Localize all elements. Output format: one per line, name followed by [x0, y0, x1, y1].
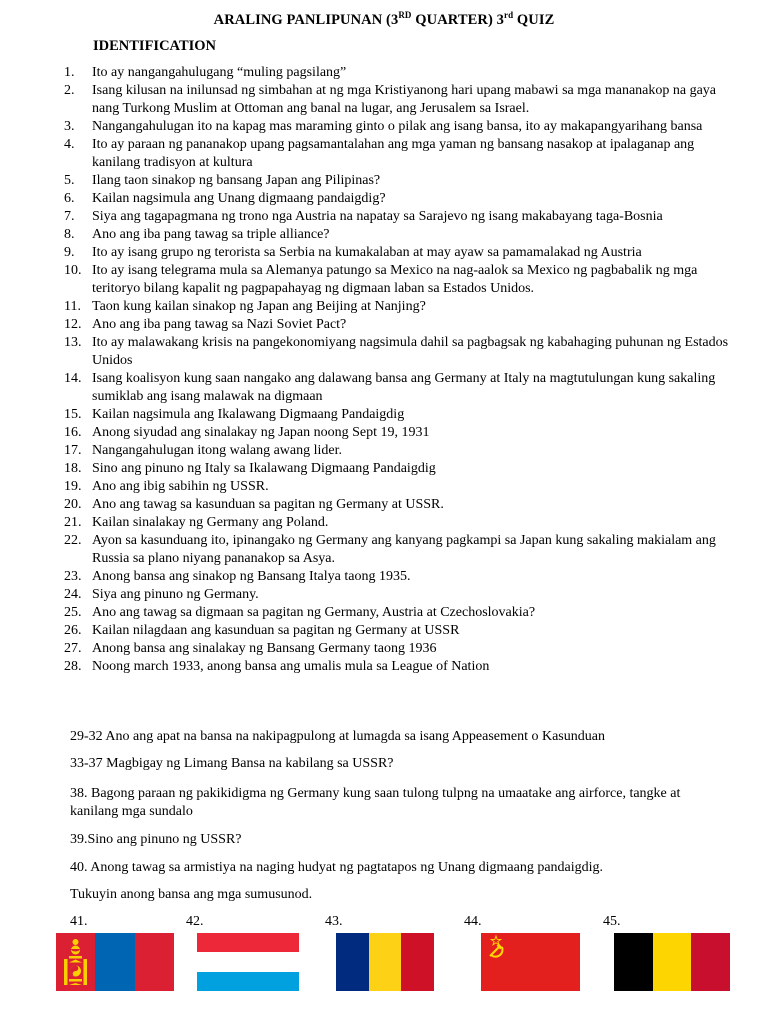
- question-text: Ayon sa kasunduang ito, ipinangako ng Germany ang kanyang pagkampi sa Japan kung sakaling makialam ang Russia sa plano niyang pananakop sa Asya.: [92, 533, 716, 566]
- question-list: [64, 64, 736, 676]
- belgium-flag-icon: [614, 933, 730, 991]
- question-item: [64, 172, 736, 190]
- question-number: 25.: [64, 605, 82, 620]
- question-text: Anong siyudad ang sinalakay ng Japan noong Sept 19, 1931: [92, 425, 430, 440]
- question-text: Ano ang tawag sa digmaan sa pagitan ng Germany, Austria at Czechoslovakia?: [92, 605, 536, 620]
- question-text: Ano ang iba pang tawag sa Nazi Soviet Pact?: [92, 317, 347, 332]
- flag-instruction: Tukuyin anong bansa ang mga sumusunod.: [70, 887, 313, 902]
- question-39: 39.Sino ang pinuno ng USSR?: [70, 832, 242, 847]
- question-text: Ito ay paraan ng pananakop upang pagsamantalahan ang mga yaman ng bansang nasakop at ipalaganap ang kanilang tradisyon at kultura: [92, 137, 695, 170]
- question-item: [64, 586, 736, 604]
- question-item: [64, 334, 736, 370]
- question-item: [64, 208, 736, 226]
- romania-flag-icon: [336, 933, 434, 991]
- question-text: Taon kung kailan sinakop ng Japan ang Beijing at Nanjing?: [92, 299, 426, 314]
- question-number: 14.: [64, 371, 82, 386]
- question-text: Kailan nilagdaan ang kasunduan sa pagitan ng Germany at USSR: [92, 623, 460, 638]
- question-text: Siya ang pinuno ng Germany.: [92, 587, 259, 602]
- luxembourg-flag-icon: [197, 933, 299, 991]
- question-text: Ano ang ibig sabihin ng USSR.: [92, 479, 269, 494]
- question-item: [64, 64, 736, 82]
- question-item: [64, 262, 736, 298]
- question-number: 9.: [64, 245, 75, 260]
- question-item: [64, 514, 736, 532]
- question-number: 6.: [64, 191, 75, 206]
- question-text: Isang kilusan na inilunsad ng simbahan at ng mga Kristiyanong hari upang mabawi sa mga mananakop na gaya nang Turkong Muslim at Ottoman ang banal na lugar, ang Jerusalem sa Israel.: [92, 83, 717, 116]
- question-item: [64, 532, 736, 568]
- question-number: 23.: [64, 569, 82, 584]
- question-text: Isang koalisyon kung saan nangako ang dalawang bansa ang Germany at Italy na magtutulungan kung sakaling sumiklab ang isang malawak na digmaan: [92, 371, 716, 404]
- question-text: Ito ay isang grupo ng terorista sa Serbia na kumakalaban at may ayaw sa pamamalakad ng Austria: [92, 245, 642, 260]
- question-number: 5.: [64, 173, 75, 188]
- question-item: [64, 622, 736, 640]
- question-number: 22.: [64, 533, 82, 548]
- question-text: Ito ay isang telegrama mula sa Alemanya patungo sa Mexico na nag-aalok sa Mexico ng pagbabalik ng mga teritoryo bilang kapalit ng pagpapahayag ng digmaan laban sa Estados Unidos.: [92, 263, 698, 296]
- question-number: 11.: [64, 299, 81, 314]
- question-text: Ano ang tawag sa kasunduan sa pagitan ng Germany at USSR.: [92, 497, 444, 512]
- question-text: Ilang taon sinakop ng bansang Japan ang Pilipinas?: [92, 173, 381, 188]
- question-number: 8.: [64, 227, 75, 242]
- question-number: 10.: [64, 263, 82, 278]
- question-number: 7.: [64, 209, 75, 224]
- question-text: Siya ang tagapagmana ng trono nga Austria na napatay sa Sarajevo ng isang makabayang taga-Bosnia: [92, 209, 663, 224]
- question-item: [64, 496, 736, 514]
- question-item: [64, 406, 736, 424]
- question-number: 15.: [64, 407, 82, 422]
- section-heading: IDENTIFICATION: [93, 38, 217, 54]
- question-number: 28.: [64, 659, 82, 674]
- question-item: [64, 460, 736, 478]
- question-38: 38. Bagong paraan ng pakikidigma ng Germany kung saan tulong tulpng na umaatake ang airforce, tangke at kanilang mga sundalo: [70, 786, 681, 819]
- question-number: 16.: [64, 425, 82, 440]
- question-number: 3.: [64, 119, 75, 134]
- question-text: Kailan nagsimula ang Ikalawang Digmaang Pandaigdig: [92, 407, 405, 422]
- question-text: Ito ay nangangahulugang “muling pagsilang”: [92, 65, 347, 80]
- question-number: 21.: [64, 515, 82, 530]
- question-item: [64, 226, 736, 244]
- question-item: [64, 190, 736, 208]
- flag-label-41: 41.: [70, 914, 88, 929]
- question-item: [64, 370, 736, 406]
- question-text: Ito ay malawakang krisis na pangekonomiyang nagsimula dahil sa pagbagsak ng kabahaging puhunan ng Estados Unidos: [92, 335, 729, 368]
- question-item: [64, 298, 736, 316]
- question-number: 13.: [64, 335, 82, 350]
- question-number: 12.: [64, 317, 82, 332]
- flag-label-42: 42.: [186, 914, 204, 929]
- flag-label-45: 45.: [603, 914, 621, 929]
- question-number: 20.: [64, 497, 82, 512]
- question-item: [64, 658, 736, 676]
- question-number: 4.: [64, 137, 75, 152]
- question-33-37: 33-37 Magbigay ng Limang Bansa na kabilang sa USSR?: [70, 756, 394, 771]
- question-text: Anong bansa ang sinalakay ng Bansang Germany taong 1936: [92, 641, 437, 656]
- question-item: [64, 568, 736, 586]
- question-29-32: 29-32 Ano ang apat na bansa na nakipagpulong at lumagda sa isang Appeasement o Kasunduan: [70, 729, 605, 744]
- question-text: Nangangahulugan ito na kapag mas maraming ginto o pilak ang isang bansa, ito ay makapangyarihang bansa: [92, 119, 703, 134]
- page-title: ARALING PANLIPUNAN (3RD QUARTER) 3rd QUIZ: [213, 10, 555, 28]
- question-item: [64, 82, 736, 118]
- question-number: 24.: [64, 587, 82, 602]
- question-number: 27.: [64, 641, 82, 656]
- question-text: Kailan nagsimula ang Unang digmaang pandaigdig?: [92, 191, 386, 206]
- question-text: Noong march 1933, anong bansa ang umalis mula sa League of Nation: [92, 659, 490, 674]
- question-number: 2.: [64, 83, 75, 98]
- mongolia-flag-icon: [56, 933, 174, 991]
- question-item: [64, 118, 736, 136]
- flag-label-43: 43.: [325, 914, 343, 929]
- question-text: Ano ang iba pang tawag sa triple alliance?: [92, 227, 330, 242]
- question-item: [64, 316, 736, 334]
- question-item: [64, 136, 736, 172]
- question-item: [64, 244, 736, 262]
- question-item: [64, 424, 736, 442]
- question-number: 18.: [64, 461, 82, 476]
- question-text: Nangangahulugan itong walang awang lider.: [92, 443, 342, 458]
- question-text: Kailan sinalakay ng Germany ang Poland.: [92, 515, 329, 530]
- question-item: [64, 478, 736, 496]
- question-number: 1.: [64, 65, 75, 80]
- question-item: [64, 640, 736, 658]
- question-item: [64, 604, 736, 622]
- soviet-union-flag-icon: [481, 933, 580, 991]
- question-number: 17.: [64, 443, 82, 458]
- question-item: [64, 442, 736, 460]
- question-text: Anong bansa ang sinakop ng Bansang Italya taong 1935.: [92, 569, 411, 584]
- question-number: 19.: [64, 479, 82, 494]
- flag-label-44: 44.: [464, 914, 482, 929]
- question-number: 26.: [64, 623, 82, 638]
- question-text: Sino ang pinuno ng Italy sa Ikalawang Digmaang Pandaigdig: [92, 461, 436, 476]
- question-40: 40. Anong tawag sa armistiya na naging hudyat ng pagtatapos ng Unang digmaang pandaigdig.: [70, 860, 604, 875]
